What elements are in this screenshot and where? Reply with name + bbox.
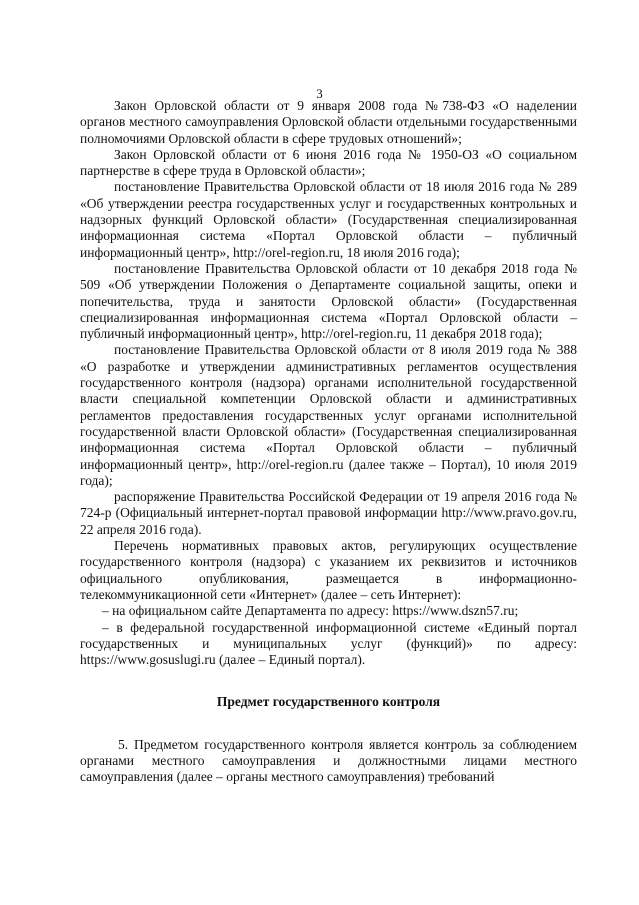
paragraph-acts-list: Перечень нормативных правовых актов, регулирующих осуществление государственного контроля (надзора) с указанием их реквизитов и источников официального опубликования, размещается в информационно-телекоммуникационной сети «Интернет» (далее – сеть Интернет): [80,538,577,602]
paragraph-gosuslugi: – в федеральной государственной информационной системе «Единый портал государственных и муниципальных услуг (функций)» по адресу: https://www.gosuslugi.ru (далее – Единый портал). [80,619,577,668]
document-body [80,98,577,786]
paragraph-law-738: Закон Орловской области от 9 января 2008 года №738-ФЗ «О наделении органов местного самоуправления Орловской области отдельными государственными полномочиями Орловской области в сфере трудовых отношений»; [80,98,577,146]
paragraph-resolution-289: постановление Правительства Орловской области от 18 июля 2016 года № 289 «Об утверждении реестра государственных услуг и государственных контрольных и надзорных функций Орловской области» (Государственная специализированная информационная система «Портал Орловской области – публичный информационный центр», http://orel-region.ru, 18 июля 2016 года); [80,179,577,260]
paragraph-resolution-388: постановление Правительства Орловской области от 8 июля 2019 года № 388 «О разработке и утверждении административных регламентов осуществления государственного контроля (надзора) органами исполнительной государственной власти специальной компетенции Орловской области и административных регламентов предоставления государственных услуг органами исполнительной государственной власти Орловской области» (Государственная специализированная информационная система «Портал Орловской области – публичный информационный центр», http://orel-region.ru (далее также – Портал), 10 июля 2019 года); [80,342,577,488]
section-title: Предмет государственного контроля [216,694,441,710]
paragraph-item-5: 5. Предметом государственного контроля является контроль за соблюдением органами местного самоуправления и должностными лицами местного самоуправления (далее – органы местного самоуправления) требований [80,736,577,785]
paragraph-law-1950: Закон Орловской области от 6 июня 2016 года № 1950-ОЗ «О социальном партнерстве в сфере труда в Орловской области»; [80,146,577,179]
paragraph-resolution-509: постановление Правительства Орловской области от 10 декабря 2018 года № 509 «Об утверждении Положения о Департаменте социальной защиты, опеки и попечительства, труда и занятости Орловской области» (Государственная специализированная информационная система «Портал Орловской области – публичный информационный центр», http://orel-region.ru, 11 декабря 2018 года); [80,260,577,342]
paragraph-department-site: – на официальном сайте Департамента по адресу: https://www.dszn57.ru; [102,603,519,619]
paragraph-order-724: распоряжение Правительства Российской Федерации от 19 апреля 2016 года № 724-р (Официальный интернет-портал правовой информации http://www.pravo.gov.ru, 22 апреля 2016 года). [80,489,577,537]
page-number: 3 [316,86,323,101]
